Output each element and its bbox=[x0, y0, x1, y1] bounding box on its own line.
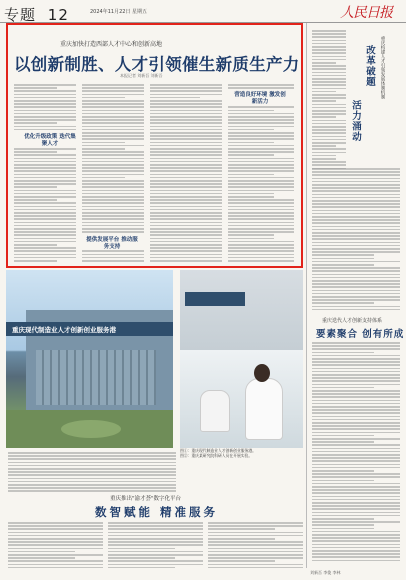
text-line bbox=[312, 302, 374, 304]
text-line bbox=[312, 290, 400, 292]
text-line bbox=[312, 136, 346, 138]
text-line bbox=[208, 528, 275, 530]
text-line bbox=[312, 248, 400, 250]
text-line bbox=[312, 505, 400, 507]
text-line bbox=[312, 377, 400, 379]
text-line bbox=[108, 554, 203, 556]
section-label: 专题 bbox=[4, 6, 37, 24]
text-line bbox=[312, 396, 400, 398]
text-line bbox=[312, 361, 400, 363]
text-line bbox=[8, 490, 176, 492]
text-line bbox=[312, 309, 400, 311]
text-line bbox=[8, 481, 176, 483]
text-line bbox=[312, 33, 346, 35]
text-line bbox=[208, 538, 275, 540]
text-line bbox=[312, 489, 400, 491]
text-line bbox=[312, 254, 374, 256]
text-line bbox=[312, 164, 346, 166]
text-line bbox=[312, 46, 346, 48]
text-line bbox=[312, 123, 346, 125]
scientist-head bbox=[254, 364, 270, 382]
text-line bbox=[312, 258, 374, 260]
text-line bbox=[312, 30, 346, 32]
text-line bbox=[312, 296, 400, 298]
text-line bbox=[312, 171, 400, 173]
footer-credits: 刘新吾 李俊 李林 bbox=[310, 570, 341, 575]
text-line bbox=[312, 409, 400, 411]
text-line bbox=[312, 438, 400, 440]
text-line bbox=[312, 145, 336, 147]
text-line bbox=[312, 364, 400, 366]
text-line bbox=[312, 422, 400, 424]
text-line bbox=[8, 525, 103, 527]
text-line bbox=[312, 206, 400, 208]
lab-lower-photo bbox=[180, 350, 303, 448]
text-line bbox=[312, 280, 400, 282]
right-title-2: 要素聚合 创有所成 bbox=[316, 329, 405, 340]
text-line bbox=[312, 120, 346, 122]
text-line bbox=[312, 403, 400, 405]
text-line bbox=[208, 564, 303, 566]
text-line bbox=[312, 534, 400, 536]
text-line bbox=[8, 535, 103, 537]
text-line bbox=[312, 94, 346, 96]
text-line bbox=[312, 277, 400, 279]
text-line bbox=[108, 538, 203, 540]
highlight-box bbox=[6, 23, 303, 268]
text-line bbox=[312, 352, 374, 354]
text-line bbox=[312, 556, 400, 558]
text-line bbox=[312, 59, 346, 61]
text-line bbox=[312, 104, 346, 106]
text-line bbox=[312, 270, 400, 272]
text-line bbox=[312, 274, 400, 276]
text-line bbox=[8, 484, 176, 486]
text-line bbox=[8, 554, 103, 556]
text-line bbox=[312, 371, 400, 373]
text-line bbox=[108, 532, 203, 534]
text-line bbox=[312, 203, 400, 205]
text-line bbox=[312, 161, 346, 163]
text-line bbox=[312, 416, 400, 418]
text-line bbox=[312, 174, 400, 176]
text-line bbox=[312, 406, 400, 408]
text-line bbox=[312, 91, 336, 93]
text-line bbox=[312, 129, 346, 131]
text-line bbox=[312, 547, 400, 549]
text-line bbox=[312, 210, 400, 212]
text-line bbox=[312, 107, 346, 109]
text-line bbox=[312, 464, 400, 466]
text-line bbox=[312, 238, 400, 240]
text-line bbox=[312, 512, 400, 514]
text-line bbox=[312, 470, 374, 472]
text-line bbox=[312, 52, 346, 54]
text-line bbox=[108, 528, 203, 530]
text-line bbox=[312, 168, 400, 170]
text-line bbox=[108, 567, 175, 569]
text-line bbox=[8, 468, 176, 470]
text-line bbox=[8, 560, 103, 562]
right-kicker: 重庆构建人才引领发展体制机制 bbox=[380, 36, 385, 99]
text-line bbox=[208, 560, 275, 562]
text-line bbox=[208, 567, 303, 569]
photo-building bbox=[6, 270, 173, 448]
text-line bbox=[312, 425, 400, 427]
text-line bbox=[312, 148, 346, 150]
text-line bbox=[208, 557, 303, 559]
text-line bbox=[8, 532, 103, 534]
text-line bbox=[312, 49, 346, 51]
lead-headline: 以创新制胜、人才引领催生新质生产力 bbox=[14, 55, 300, 74]
text-line bbox=[108, 551, 203, 553]
text-line bbox=[312, 190, 400, 192]
text-line bbox=[312, 232, 400, 234]
text-line bbox=[312, 184, 400, 186]
text-line bbox=[312, 229, 400, 231]
text-line bbox=[312, 476, 400, 478]
lead-kicker: 重庆加快打造西部人才中心和创新高地 bbox=[60, 41, 163, 48]
scientist-coat bbox=[245, 378, 283, 440]
text-line bbox=[312, 155, 336, 157]
text-line bbox=[312, 518, 374, 520]
text-line bbox=[312, 553, 400, 555]
text-line bbox=[8, 567, 103, 569]
text-line bbox=[8, 541, 103, 543]
text-line bbox=[8, 452, 176, 454]
text-line bbox=[8, 557, 75, 559]
bottom-kicker: 重庆推出"渝才荟"数字化平台 bbox=[110, 496, 182, 502]
text-line bbox=[312, 451, 400, 453]
text-line bbox=[312, 492, 400, 494]
text-line bbox=[312, 81, 346, 83]
text-line bbox=[8, 455, 176, 457]
lab-upper-photo bbox=[180, 270, 303, 350]
text-line bbox=[312, 100, 336, 102]
text-line bbox=[312, 448, 400, 450]
text-line bbox=[312, 348, 400, 350]
text-line bbox=[312, 40, 346, 42]
text-line bbox=[312, 181, 400, 183]
text-line bbox=[312, 78, 346, 80]
text-line bbox=[312, 197, 400, 199]
text-line bbox=[312, 306, 400, 308]
text-line bbox=[312, 473, 400, 475]
text-line bbox=[8, 548, 103, 550]
text-line bbox=[312, 537, 400, 539]
text-line bbox=[312, 412, 400, 414]
text-line bbox=[312, 110, 346, 112]
round-hedge bbox=[61, 420, 121, 438]
text-line bbox=[312, 393, 400, 395]
text-line bbox=[312, 387, 374, 389]
text-line bbox=[312, 384, 400, 386]
text-line bbox=[208, 551, 303, 553]
text-line bbox=[312, 216, 400, 218]
text-line bbox=[108, 535, 203, 537]
text-line bbox=[8, 462, 176, 464]
text-line bbox=[108, 557, 175, 559]
caption-1: 图①：重庆现代制造业人才创新创业服务港。 bbox=[180, 448, 256, 453]
text-line bbox=[312, 56, 346, 58]
text-line bbox=[312, 158, 336, 160]
text-line bbox=[312, 380, 400, 382]
text-line bbox=[312, 142, 346, 144]
text-line bbox=[312, 264, 374, 266]
text-line bbox=[8, 471, 176, 473]
text-line bbox=[312, 460, 400, 462]
text-line bbox=[108, 564, 203, 566]
text-line bbox=[8, 474, 176, 476]
text-line bbox=[312, 72, 346, 74]
text-line bbox=[312, 226, 400, 228]
text-line bbox=[8, 465, 176, 467]
text-line bbox=[8, 551, 75, 553]
text-line bbox=[312, 432, 400, 434]
lead-subhead-3: 营造良好环境 激发创新活力 bbox=[234, 92, 286, 105]
text-line bbox=[312, 528, 374, 530]
section-title bbox=[4, 4, 69, 25]
text-line bbox=[208, 544, 303, 546]
text-line bbox=[312, 390, 400, 392]
right-kicker-2: 重庆迭代人才创新支持体系 bbox=[322, 318, 383, 324]
text-line bbox=[312, 283, 400, 285]
text-line bbox=[312, 544, 400, 546]
text-line bbox=[312, 187, 400, 189]
text-line bbox=[312, 467, 400, 469]
text-line bbox=[8, 458, 176, 460]
text-line bbox=[312, 444, 400, 446]
text-line bbox=[312, 75, 346, 77]
text-line bbox=[108, 544, 203, 546]
text-line bbox=[8, 478, 176, 480]
text-line bbox=[312, 286, 400, 288]
lead-subhead-1: 优化升级政策 迭代集聚人才 bbox=[24, 134, 76, 147]
text-line bbox=[8, 522, 103, 524]
text-line bbox=[312, 457, 400, 459]
text-line bbox=[312, 267, 400, 269]
building-windows bbox=[36, 350, 156, 405]
text-line bbox=[312, 524, 374, 526]
photo-lab bbox=[180, 270, 303, 448]
text-line bbox=[312, 245, 400, 247]
text-line bbox=[312, 251, 400, 253]
text-line bbox=[8, 564, 103, 566]
text-line bbox=[312, 36, 346, 38]
text-line bbox=[312, 62, 336, 64]
text-line bbox=[312, 97, 346, 99]
text-line bbox=[312, 126, 346, 128]
text-line bbox=[312, 540, 400, 542]
text-line bbox=[312, 116, 336, 118]
text-line bbox=[312, 88, 346, 90]
text-line bbox=[8, 528, 103, 530]
text-line bbox=[108, 541, 203, 543]
second-scientist bbox=[200, 390, 230, 432]
text-line bbox=[312, 65, 346, 67]
text-line bbox=[312, 355, 400, 357]
text-line bbox=[312, 441, 374, 443]
text-line bbox=[312, 400, 400, 402]
page-number: 12 bbox=[47, 6, 69, 24]
text-line bbox=[312, 342, 400, 344]
text-line bbox=[208, 535, 303, 537]
text-line bbox=[108, 522, 203, 524]
text-line bbox=[312, 521, 400, 523]
text-line bbox=[312, 550, 400, 552]
text-line bbox=[8, 538, 103, 540]
text-line bbox=[312, 139, 346, 141]
text-line bbox=[108, 548, 175, 550]
text-line bbox=[208, 525, 303, 527]
photo-caption bbox=[180, 448, 303, 458]
text-line bbox=[312, 368, 400, 370]
text-line bbox=[312, 43, 346, 45]
text-line bbox=[312, 483, 400, 485]
text-line bbox=[312, 200, 400, 202]
text-line bbox=[312, 222, 400, 224]
right-title-b: 活力涌动 bbox=[350, 100, 361, 142]
text-line bbox=[312, 515, 400, 517]
text-line bbox=[312, 496, 400, 498]
text-line bbox=[312, 435, 374, 437]
text-line bbox=[312, 358, 400, 360]
text-line bbox=[8, 544, 103, 546]
text-line bbox=[208, 548, 303, 550]
text-line bbox=[312, 428, 400, 430]
text-line bbox=[312, 261, 400, 263]
text-line bbox=[312, 508, 400, 510]
text-line bbox=[312, 419, 400, 421]
text-line bbox=[312, 213, 400, 215]
text-line bbox=[312, 374, 400, 376]
text-line bbox=[312, 152, 346, 154]
text-line bbox=[312, 499, 400, 501]
text-line bbox=[208, 541, 303, 543]
text-line bbox=[8, 487, 176, 489]
text-line bbox=[312, 235, 400, 237]
right-title-a: 改革破题 bbox=[364, 45, 375, 87]
text-line bbox=[312, 132, 346, 134]
date-line: 2024年11月22日 星期五 bbox=[90, 9, 148, 15]
masthead-logo: 人民日报 bbox=[340, 5, 392, 21]
text-line bbox=[312, 84, 346, 86]
text-line bbox=[312, 178, 400, 180]
bottom-title: 数智赋能 精准服务 bbox=[95, 505, 219, 519]
text-line bbox=[312, 345, 400, 347]
lead-subhead-2: 提供发展平台 推动服务支持 bbox=[86, 237, 138, 250]
text-line bbox=[312, 242, 400, 244]
text-line bbox=[208, 522, 303, 524]
column-divider bbox=[306, 23, 307, 568]
text-line bbox=[312, 113, 346, 115]
text-line bbox=[312, 486, 400, 488]
text-line bbox=[312, 454, 400, 456]
caption-2: 图②：重庆某研究院科研人员在开展实验。 bbox=[180, 453, 253, 458]
text-line bbox=[312, 560, 400, 562]
text-line bbox=[208, 532, 303, 534]
text-line bbox=[312, 480, 374, 482]
text-line bbox=[312, 502, 400, 504]
lab-screen bbox=[185, 292, 245, 306]
text-line bbox=[312, 299, 400, 301]
building-sign-text: 重庆现代制造业人才创新创业服务港 bbox=[12, 326, 116, 334]
text-line bbox=[108, 525, 203, 527]
text-line bbox=[312, 293, 400, 295]
text-line bbox=[312, 194, 400, 196]
text-line bbox=[208, 554, 303, 556]
text-line bbox=[312, 219, 400, 221]
lead-byline: 本报记者 刘新吾 刘新吾 bbox=[120, 73, 163, 78]
text-line bbox=[108, 560, 203, 562]
text-line bbox=[312, 531, 400, 533]
text-line bbox=[312, 68, 346, 70]
